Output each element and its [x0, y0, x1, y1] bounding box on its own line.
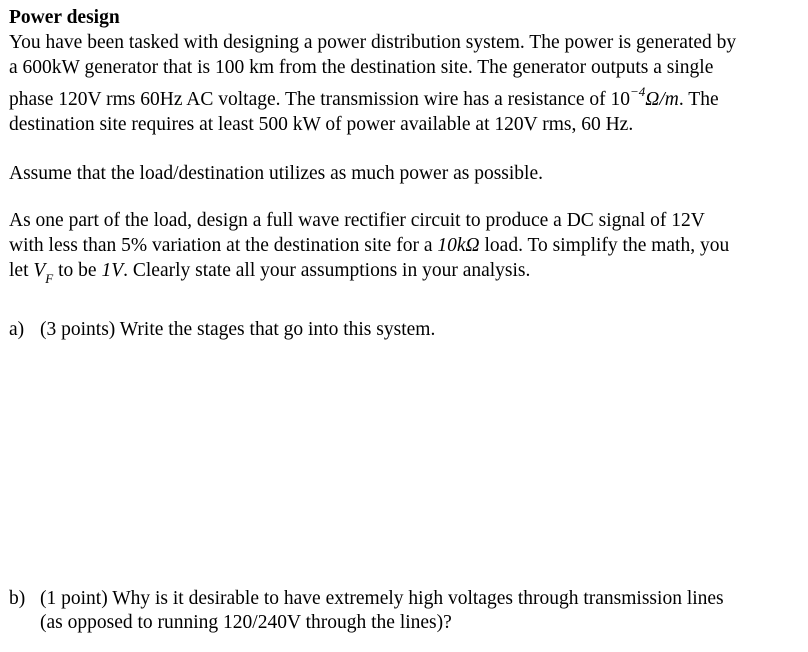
- para3-line3-end: . Clearly state all your assumptions in your analysis.: [123, 260, 531, 281]
- para1-line3: [9, 84, 719, 110]
- forward-voltage-symbol: V: [33, 260, 46, 281]
- question-b-line1: (1 point) Why is it desirable to have extremely high voltages through transmission lines: [40, 588, 724, 609]
- question-b-label: b): [9, 588, 26, 609]
- exponent: −4: [630, 84, 646, 99]
- para1-line3-text: phase 120V rms 60Hz AC voltage. The transmission wire has a resistance of 10: [9, 89, 630, 110]
- resistance-unit: Ω/m: [645, 89, 679, 110]
- para2: Assume that the load/destination utilizes as much power as possible.: [9, 163, 543, 184]
- forward-voltage-value: 1V: [101, 260, 124, 281]
- section-title: Power design: [9, 7, 120, 28]
- para3-line3-text: let: [9, 260, 34, 281]
- question-a-label: a): [9, 319, 25, 340]
- para3-line2-text: with less than 5% variation at the destination site for a: [9, 235, 438, 256]
- para3-line3: [9, 260, 531, 286]
- para1-line1: You have been tasked with designing a power distribution system. The power is generated by: [9, 32, 737, 53]
- para1-line3-end: . The: [678, 89, 719, 110]
- para3-line2-end: load. To simplify the math, you: [479, 235, 730, 256]
- para3-line1: As one part of the load, design a full wave rectifier circuit to produce a DC signal of 12V: [9, 210, 705, 231]
- forward-voltage-subscript: F: [45, 271, 54, 286]
- load-value: 10kΩ: [437, 235, 480, 256]
- para3-line2: [9, 236, 729, 256]
- para3-line3-mid: to be: [53, 260, 102, 281]
- para1-line4: destination site requires at least 500 kW of power available at 120V rms, 60 Hz.: [9, 114, 634, 135]
- para1-line2: a 600kW generator that is 100 km from the destination site. The generator outputs a single: [9, 57, 714, 78]
- question-b-line2: (as opposed to running 120/240V through the lines)?: [40, 612, 452, 633]
- question-a-text: (3 points) Write the stages that go into this system.: [40, 319, 436, 340]
